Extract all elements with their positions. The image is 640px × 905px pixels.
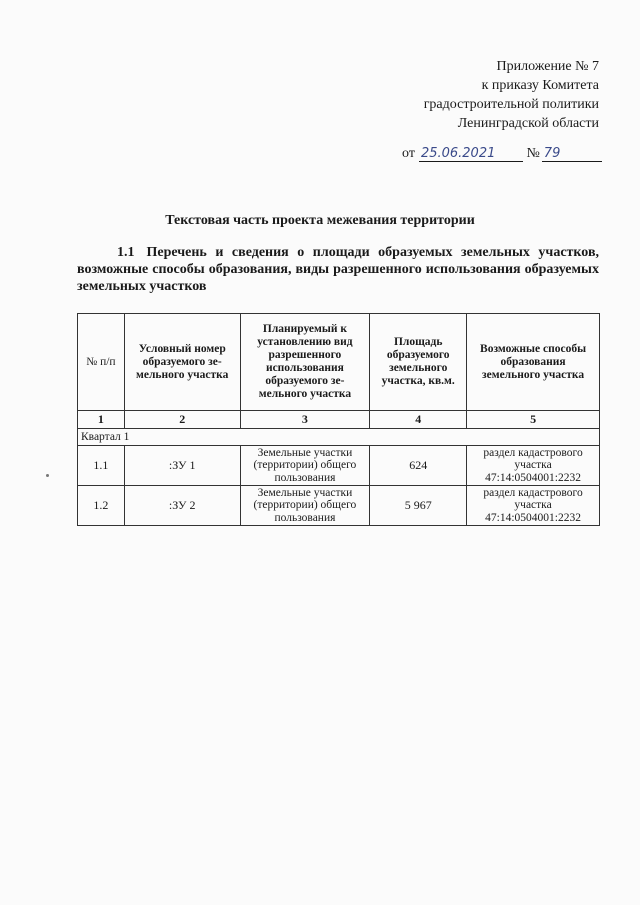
- header-cell: № п/п: [78, 314, 125, 411]
- plot-code: :ЗУ 2: [124, 486, 240, 526]
- document-title: Текстовая часть проекта межевания территории: [165, 213, 475, 228]
- plot-usage: Земельные участки (территории) общего пользования: [240, 486, 370, 526]
- table-row: [78, 446, 600, 486]
- land-plots-table: [77, 313, 600, 526]
- header-row: [78, 314, 600, 411]
- plot-area: 5 967: [370, 486, 467, 526]
- order-date: 25.06.2021: [419, 147, 523, 162]
- formation-method: раздел кадастрового участка 47:14:0504001:2232: [467, 486, 600, 526]
- section-title: [77, 244, 599, 295]
- header-cell: Площадь образуемого земельного участка, кв.м.: [370, 314, 467, 411]
- quarter-row: [78, 429, 600, 446]
- appendix-line: к приказу Комитета: [481, 78, 599, 93]
- formation-method: раздел кадастрового участка 47:14:0504001:2232: [467, 446, 600, 486]
- number-label: №: [526, 146, 540, 161]
- header-cell: Планируемый к установлению вид разрешенного использования образуемого зе-мельного участка: [240, 314, 370, 411]
- order-number: 79: [542, 147, 602, 162]
- scan-speck: [46, 474, 49, 477]
- table-row: [78, 486, 600, 526]
- from-label: от: [402, 146, 415, 161]
- plot-usage: Земельные участки (территории) общего пользования: [240, 446, 370, 486]
- appendix-block: [424, 57, 599, 133]
- plot-code: :ЗУ 1: [124, 446, 240, 486]
- appendix-line: градостроительной политики: [423, 97, 599, 112]
- row-number: 1.2: [78, 486, 125, 526]
- appendix-line: Приложение № 7: [496, 59, 599, 74]
- index-row: [78, 411, 600, 429]
- section-text: Перечень и сведения о площади образуемых земельных участков, возможные способы образования, виды разрешенного использования образуемых земельных участков: [77, 245, 599, 294]
- index-cell: 2: [124, 411, 240, 429]
- plot-area: 624: [370, 446, 467, 486]
- header-cell: Возможные способы образования земельного участка: [467, 314, 600, 411]
- section-number: 1.1: [117, 245, 135, 260]
- quarter-label: Квартал 1: [78, 429, 600, 446]
- index-cell: 4: [370, 411, 467, 429]
- header-cell: Условный номер образуемого зе-мельного участка: [124, 314, 240, 411]
- appendix-line: Ленинградской области: [457, 116, 599, 131]
- index-cell: 3: [240, 411, 370, 429]
- index-cell: 5: [467, 411, 600, 429]
- row-number: 1.1: [78, 446, 125, 486]
- index-cell: 1: [78, 411, 125, 429]
- order-line: [402, 146, 602, 162]
